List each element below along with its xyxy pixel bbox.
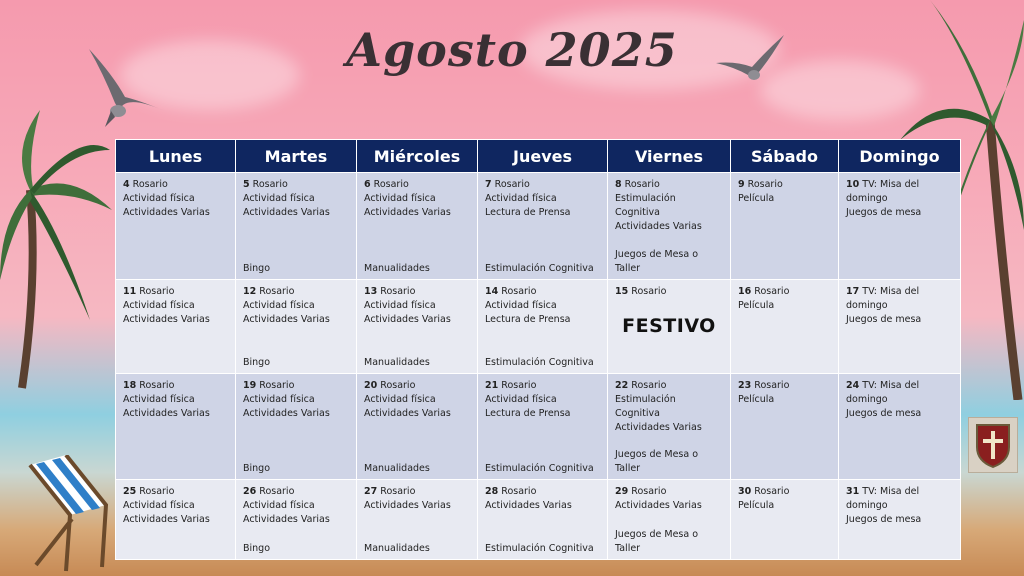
activity-line (738, 485, 831, 499)
activity-line (364, 285, 470, 299)
day-number: 15 (615, 286, 629, 297)
activity-text: Rosario (139, 286, 175, 297)
activity-text: Actividades Varias (615, 500, 702, 511)
activity-line (485, 192, 600, 206)
day-cell (236, 374, 357, 480)
crest-icon (968, 417, 1018, 473)
bottom-activity (364, 356, 430, 370)
activity-text: TV: Misa del (862, 286, 920, 297)
activity-text: Bingo (243, 543, 271, 554)
activity-text: Actividad física (123, 394, 195, 405)
activity-text: Rosario (139, 380, 175, 391)
activity-line (846, 206, 953, 220)
day-cell (608, 374, 731, 480)
day-cell-content (846, 379, 953, 474)
activity-text: Bingo (243, 357, 271, 368)
activity-line (243, 393, 349, 407)
day-cell (116, 480, 236, 560)
week-row (116, 280, 961, 374)
activity-text: Actividades Varias (123, 514, 210, 525)
activity-text: Rosario (259, 286, 295, 297)
activity-text: Rosario (754, 486, 790, 497)
day-number: 19 (243, 380, 257, 391)
day-number: 29 (615, 486, 629, 497)
activity-text: Actividad física (243, 394, 315, 405)
activity-text: Actividad física (243, 500, 315, 511)
activity-line (846, 513, 953, 527)
day-cell-content (738, 485, 831, 554)
day-cell-content (615, 485, 723, 554)
activity-text: Actividad física (485, 193, 557, 204)
activity-line (243, 407, 349, 421)
day-cell (478, 280, 608, 374)
day-number: 27 (364, 486, 378, 497)
day-number: 23 (738, 380, 752, 391)
day-number: 25 (123, 486, 137, 497)
activity-line (243, 192, 349, 206)
activity-line (738, 393, 831, 407)
day-cell-content (615, 379, 723, 474)
activity-line (738, 299, 831, 313)
day-number: 14 (485, 286, 499, 297)
bottom-activity (485, 542, 594, 556)
activity-text: Actividad física (364, 394, 436, 405)
day-cell (116, 173, 236, 280)
activity-text: Rosario (754, 380, 790, 391)
bottom-activity (615, 448, 698, 476)
activity-text: domingo (846, 500, 888, 511)
activity-text: Actividades Varias (243, 408, 330, 419)
day-cell (731, 280, 839, 374)
day-cell (839, 480, 961, 560)
activity-line (485, 299, 600, 313)
day-number: 7 (485, 179, 492, 190)
activity-line (738, 192, 831, 206)
activity-line (123, 206, 228, 220)
day-cell-content (846, 285, 953, 368)
activity-text: Bingo (243, 463, 271, 474)
weekday-header: Miércoles (357, 140, 478, 173)
activity-text: Estimulación (615, 193, 676, 204)
day-cell (839, 173, 961, 280)
activity-line (364, 206, 470, 220)
day-cell-content (364, 379, 470, 474)
day-cell-content (485, 379, 600, 474)
day-cell (731, 173, 839, 280)
activity-line (738, 379, 831, 393)
weekday-header-row (116, 140, 961, 173)
bottom-activity (364, 462, 430, 476)
activity-line (846, 379, 953, 393)
activity-text: Rosario (624, 179, 660, 190)
activity-text: Actividades Varias (364, 408, 451, 419)
day-number: 4 (123, 179, 130, 190)
bottom-activity (615, 528, 698, 556)
activity-text: Rosario (631, 486, 667, 497)
activity-text: Juegos de mesa (846, 207, 922, 218)
activity-text: Rosario (747, 179, 783, 190)
activity-text: Taller (615, 463, 641, 474)
day-cell-content (846, 485, 953, 554)
activity-text: Rosario (252, 179, 288, 190)
activity-text: Rosario (259, 380, 295, 391)
activity-text: Rosario (259, 486, 295, 497)
day-cell-content (123, 285, 228, 368)
bottom-activity (364, 542, 430, 556)
day-cell (478, 480, 608, 560)
activity-line (243, 485, 349, 499)
activity-line (123, 393, 228, 407)
weekday-header: Domingo (839, 140, 961, 173)
activity-text: TV: Misa del (862, 380, 920, 391)
day-cell-content (123, 178, 228, 274)
activity-line (485, 407, 600, 421)
day-number: 11 (123, 286, 137, 297)
day-number: 17 (846, 286, 860, 297)
activity-line (123, 178, 228, 192)
activity-text: Actividades Varias (485, 500, 572, 511)
activity-text: Juegos de mesa (846, 314, 922, 325)
activity-line (615, 206, 723, 220)
day-cell (357, 280, 478, 374)
activity-text: Actividad física (243, 193, 315, 204)
activity-text: Actividades Varias (243, 314, 330, 325)
activity-text: Actividades Varias (123, 207, 210, 218)
activity-line (615, 485, 723, 499)
activity-line (123, 499, 228, 513)
bottom-activity (364, 262, 430, 276)
activity-line (123, 299, 228, 313)
day-number: 8 (615, 179, 622, 190)
day-number: 12 (243, 286, 257, 297)
activity-line (846, 499, 953, 513)
day-cell-content (738, 379, 831, 474)
activity-line (615, 178, 723, 192)
activity-text: Actividades Varias (123, 314, 210, 325)
activity-line (364, 299, 470, 313)
day-cell (116, 374, 236, 480)
day-cell-content (243, 379, 349, 474)
activity-text: Rosario (631, 286, 667, 297)
activity-text: Estimulación (615, 394, 676, 405)
activity-text: Estimulación Cognitiva (485, 263, 594, 274)
day-cell-content (846, 178, 953, 274)
day-cell (236, 280, 357, 374)
weekday-header: Jueves (478, 140, 608, 173)
activity-text: Juegos de Mesa o (615, 529, 699, 540)
day-cell (608, 480, 731, 560)
activity-line (846, 299, 953, 313)
activity-text: Actividad física (123, 500, 195, 511)
activity-line (243, 206, 349, 220)
activity-text: Rosario (754, 286, 790, 297)
day-cell-content (615, 285, 723, 368)
day-cell (839, 374, 961, 480)
activity-line (738, 178, 831, 192)
activity-text: TV: Misa del (862, 179, 920, 190)
activity-line (846, 192, 953, 206)
activity-line (485, 379, 600, 393)
activity-line (123, 513, 228, 527)
activity-line (123, 313, 228, 327)
day-cell-content (243, 485, 349, 554)
day-number: 13 (364, 286, 378, 297)
page-title: Agosto 2025 (346, 23, 678, 77)
day-cell (236, 480, 357, 560)
activity-text: Rosario (501, 486, 537, 497)
activity-line (364, 499, 470, 513)
activity-text: Rosario (380, 286, 416, 297)
day-number: 30 (738, 486, 752, 497)
palm-tree-icon (0, 110, 115, 390)
activity-line (485, 499, 600, 513)
activity-text: Actividades Varias (364, 500, 451, 511)
week-row (116, 173, 961, 280)
activity-line (846, 393, 953, 407)
activity-text: Manualidades (364, 263, 430, 274)
activity-text: Actividad física (243, 300, 315, 311)
activity-text: Película (738, 300, 775, 311)
activity-line (243, 499, 349, 513)
day-cell (116, 280, 236, 374)
activity-line (243, 313, 349, 327)
activity-line (243, 285, 349, 299)
activity-text: Rosario (501, 380, 537, 391)
activity-text: TV: Misa del (862, 486, 920, 497)
week-row (116, 480, 961, 560)
activity-line (615, 220, 723, 234)
activity-text: Actividad física (485, 394, 557, 405)
activity-line (846, 407, 953, 421)
day-cell (731, 480, 839, 560)
day-cell (839, 280, 961, 374)
day-cell-content (485, 178, 600, 274)
week-row (116, 374, 961, 480)
activity-line (243, 178, 349, 192)
activity-line (615, 393, 723, 407)
activity-text: Actividad física (123, 300, 195, 311)
activity-text: Estimulación Cognitiva (485, 543, 594, 554)
day-cell (478, 374, 608, 480)
day-number: 10 (846, 179, 860, 190)
activity-text: Taller (615, 263, 641, 274)
activity-text: Taller (615, 543, 641, 554)
activity-text: Rosario (380, 486, 416, 497)
activity-line (738, 499, 831, 513)
day-cell (731, 374, 839, 480)
day-number: 24 (846, 380, 860, 391)
activity-text: Rosario (631, 380, 667, 391)
activity-line (123, 192, 228, 206)
day-cell-content (364, 485, 470, 554)
activity-line (485, 285, 600, 299)
day-cell-content (123, 485, 228, 554)
activity-line (615, 499, 723, 513)
day-cell (357, 480, 478, 560)
activity-text: Manualidades (364, 543, 430, 554)
activity-text: Actividades Varias (364, 207, 451, 218)
day-number: 9 (738, 179, 745, 190)
activity-text: Rosario (139, 486, 175, 497)
activity-line (243, 299, 349, 313)
activity-text: Manualidades (364, 463, 430, 474)
activity-text: Estimulación Cognitiva (485, 463, 594, 474)
activity-text: Actividades Varias (243, 514, 330, 525)
activity-line (485, 206, 600, 220)
activity-text: Actividad física (485, 300, 557, 311)
weekday-header: Viernes (608, 140, 731, 173)
bottom-activity (243, 542, 270, 556)
day-cell (478, 173, 608, 280)
activity-line (485, 485, 600, 499)
activity-line (615, 379, 723, 393)
beach-chair-icon (22, 455, 114, 575)
day-number: 16 (738, 286, 752, 297)
activity-text: Película (738, 500, 775, 511)
day-number: 21 (485, 380, 499, 391)
day-number: 18 (123, 380, 137, 391)
activity-text: Rosario (373, 179, 409, 190)
weekday-header: Lunes (116, 140, 236, 173)
day-cell-content (364, 178, 470, 274)
activity-text: Lectura de Prensa (485, 408, 571, 419)
activity-line (615, 407, 723, 421)
activity-line (123, 407, 228, 421)
activity-line (738, 285, 831, 299)
activity-text: Estimulación Cognitiva (485, 357, 594, 368)
weekday-header: Martes (236, 140, 357, 173)
activity-text: Película (738, 193, 775, 204)
activity-text: Rosario (501, 286, 537, 297)
activity-text: Lectura de Prensa (485, 207, 571, 218)
activity-text: Juegos de mesa (846, 514, 922, 525)
activity-text: Actividades Varias (364, 314, 451, 325)
activity-text: Actividad física (123, 193, 195, 204)
day-cell (236, 173, 357, 280)
activity-text: Actividad física (364, 193, 436, 204)
bottom-activity (243, 462, 270, 476)
day-number: 5 (243, 179, 250, 190)
activity-line (123, 379, 228, 393)
activity-line (123, 285, 228, 299)
activity-line (243, 513, 349, 527)
activity-line (846, 485, 953, 499)
activity-text: Actividad física (364, 300, 436, 311)
day-cell-content (615, 178, 723, 274)
seagull-icon (714, 33, 786, 87)
activity-line (364, 192, 470, 206)
day-number: 26 (243, 486, 257, 497)
activity-line (364, 407, 470, 421)
day-cell-content (738, 285, 831, 368)
activity-text: Juegos de Mesa o (615, 449, 699, 460)
bottom-activity (485, 462, 594, 476)
weekday-header: Sábado (731, 140, 839, 173)
bottom-activity (485, 262, 594, 276)
activity-text: Actividades Varias (615, 422, 702, 433)
activity-text: Juegos de Mesa o (615, 249, 699, 260)
day-cell (608, 173, 731, 280)
day-cell (357, 173, 478, 280)
day-cell-content (738, 178, 831, 274)
day-cell-content (485, 485, 600, 554)
activity-line (364, 313, 470, 327)
activity-text: Bingo (243, 263, 271, 274)
bottom-activity (243, 356, 270, 370)
activity-line (846, 313, 953, 327)
bottom-activity (243, 262, 270, 276)
activity-line (364, 393, 470, 407)
activity-text: Cognitiva (615, 207, 660, 218)
activity-text: Juegos de mesa (846, 408, 922, 419)
day-cell (608, 280, 731, 374)
activity-text: Película (738, 394, 775, 405)
activity-line (364, 485, 470, 499)
activity-text: Actividades Varias (243, 207, 330, 218)
activity-line (485, 313, 600, 327)
bottom-activity (485, 356, 594, 370)
day-number: 20 (364, 380, 378, 391)
bottom-activity (615, 248, 698, 276)
activity-text: Actividades Varias (123, 408, 210, 419)
day-cell-content (243, 285, 349, 368)
activity-text: domingo (846, 300, 888, 311)
activity-line (485, 178, 600, 192)
activity-line (615, 285, 723, 299)
activity-line (615, 192, 723, 206)
day-cell-content (364, 285, 470, 368)
activity-text: domingo (846, 193, 888, 204)
activity-line (123, 485, 228, 499)
activity-text: domingo (846, 394, 888, 405)
holiday-label: FESTIVO (622, 315, 716, 337)
activity-line (243, 379, 349, 393)
activity-line (364, 178, 470, 192)
day-cell (357, 374, 478, 480)
activity-line (846, 178, 953, 192)
day-cell-content (123, 379, 228, 474)
calendar-table (115, 139, 961, 560)
day-cell-content (485, 285, 600, 368)
day-number: 31 (846, 486, 860, 497)
day-number: 6 (364, 179, 371, 190)
activity-text: Rosario (132, 179, 168, 190)
day-number: 22 (615, 380, 629, 391)
activity-text: Actividades Varias (615, 221, 702, 232)
activity-text: Rosario (380, 380, 416, 391)
activity-text: Rosario (494, 179, 530, 190)
activity-line (615, 421, 723, 435)
day-cell-content (243, 178, 349, 274)
activity-line (364, 379, 470, 393)
activity-line (846, 285, 953, 299)
activity-text: Manualidades (364, 357, 430, 368)
day-number: 28 (485, 486, 499, 497)
activity-line (485, 393, 600, 407)
activity-text: Cognitiva (615, 408, 660, 419)
activity-text: Lectura de Prensa (485, 314, 571, 325)
